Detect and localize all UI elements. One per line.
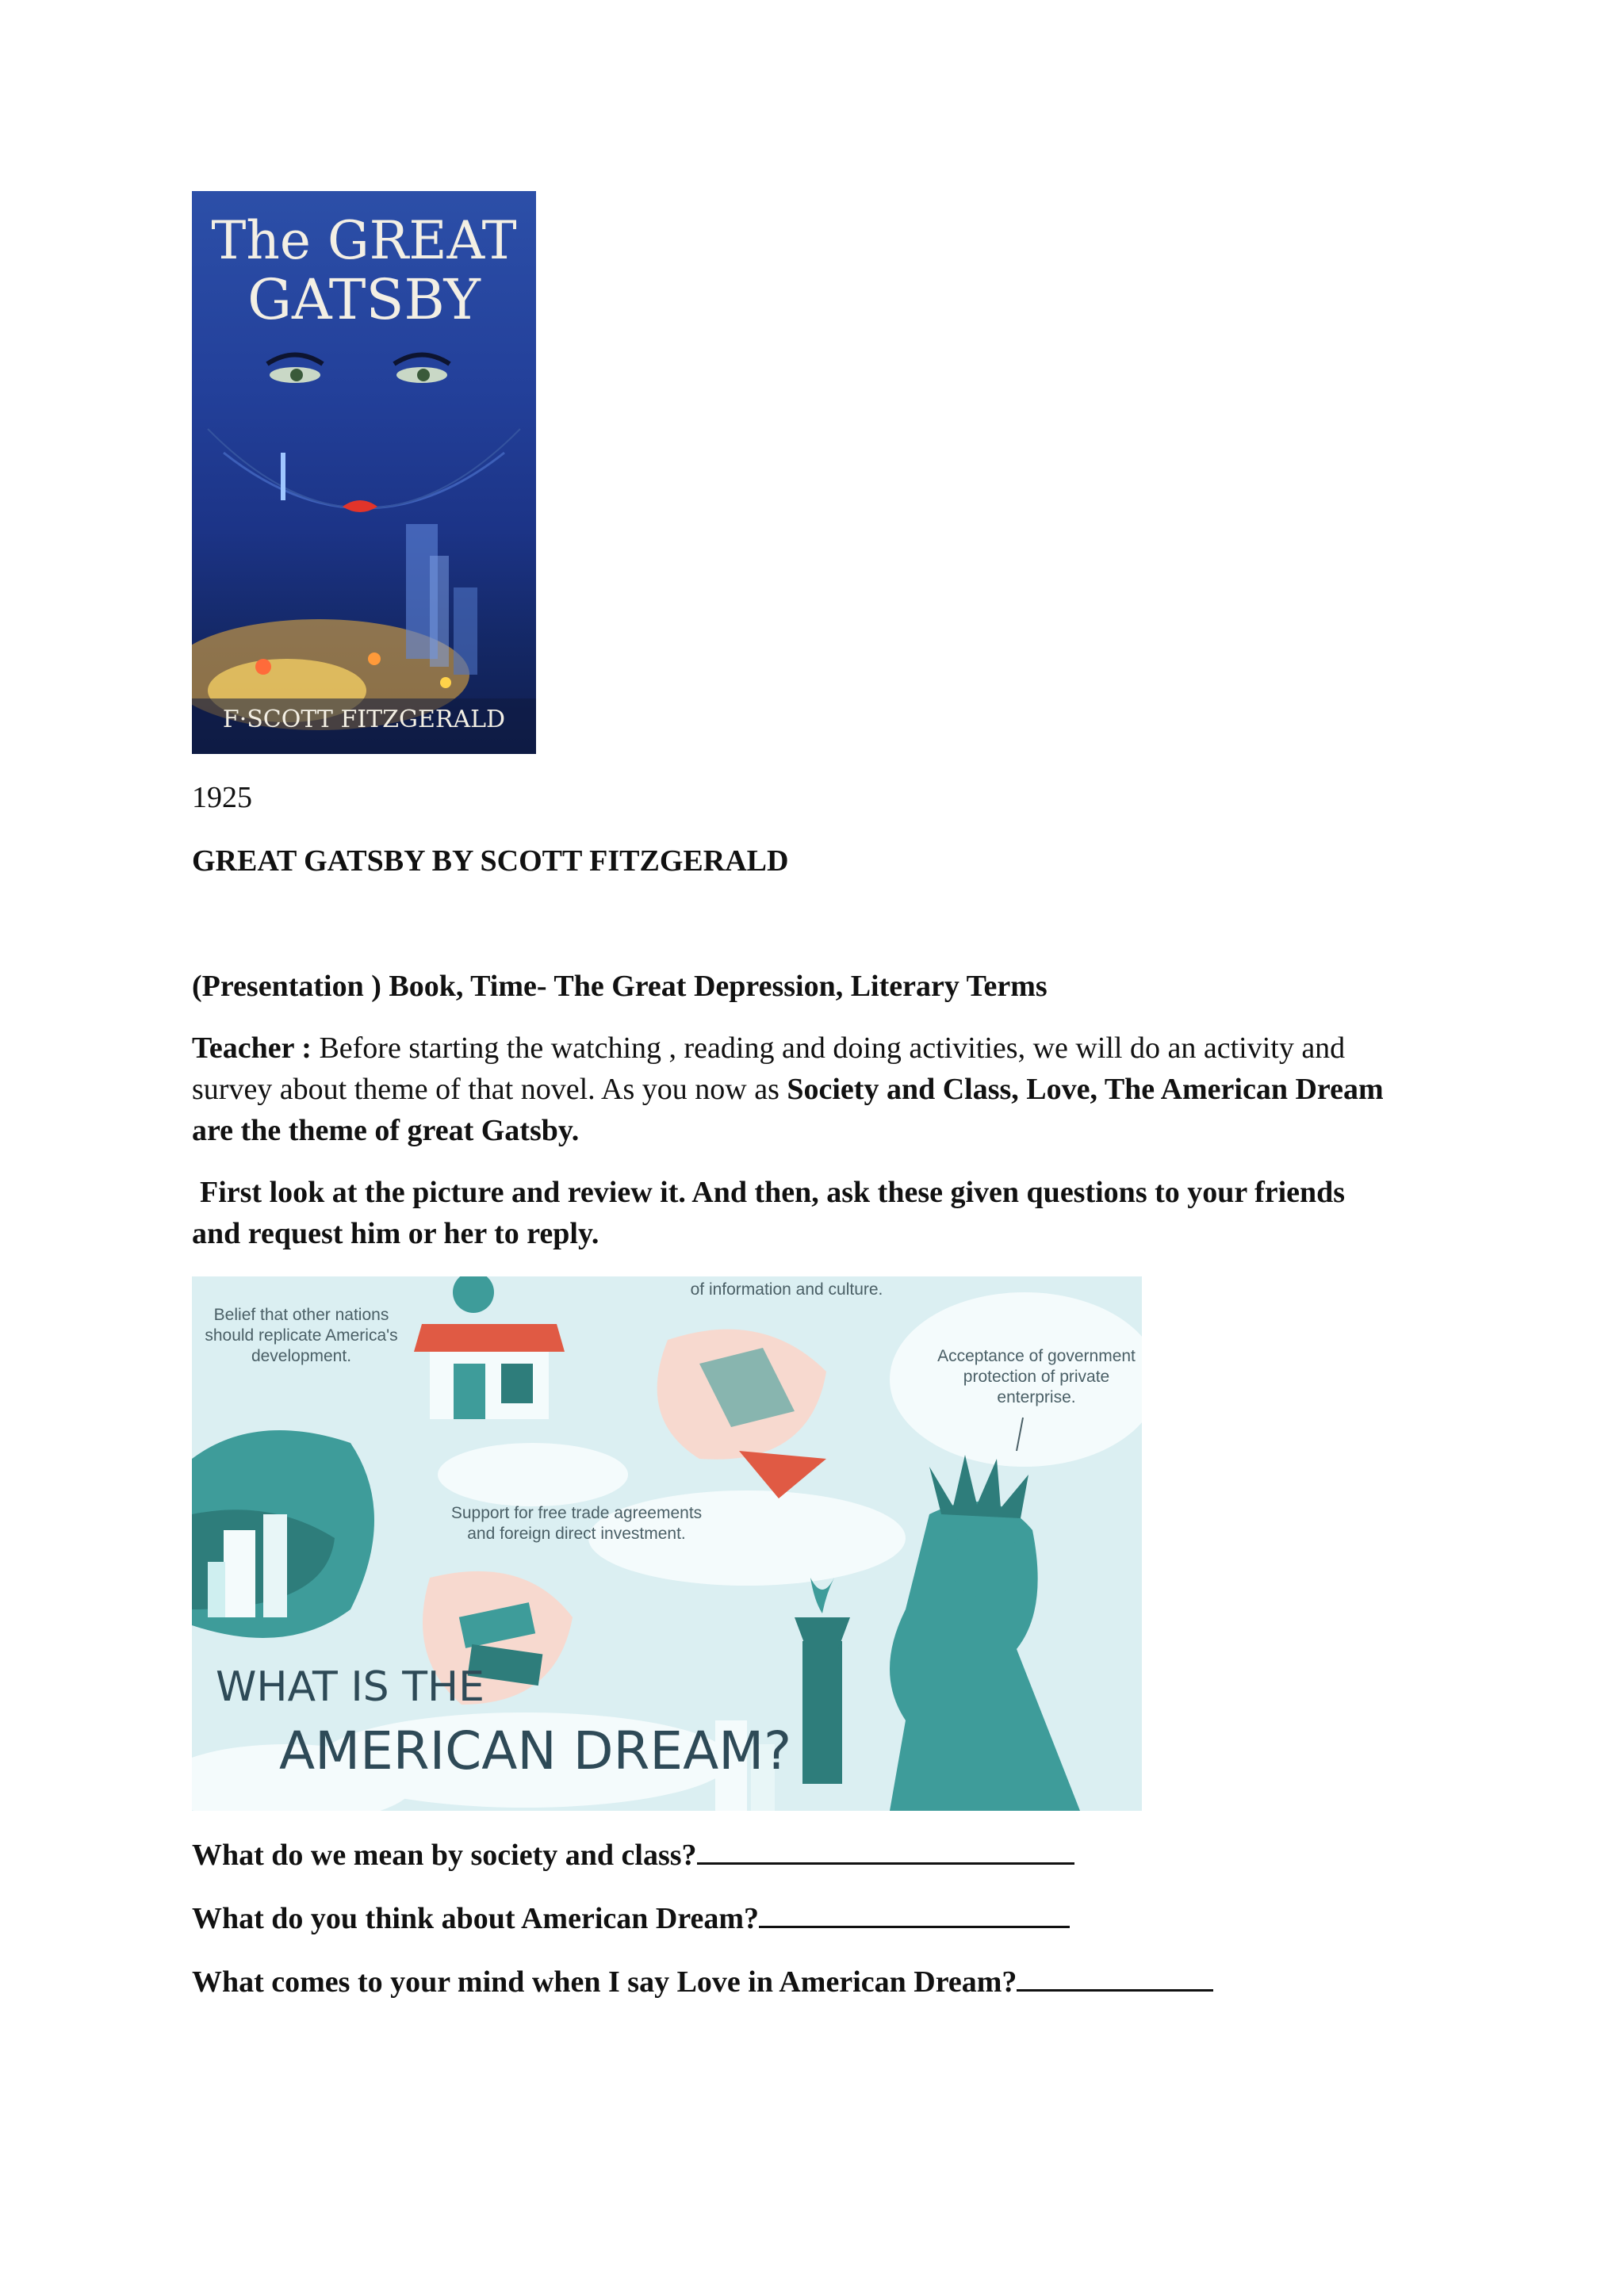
american-dream-illustration [192,1276,1142,1811]
teacher-paragraph [192,1027,1397,1151]
page-heading: GREAT GATSBY BY SCOTT FITZGERALD [192,844,789,878]
cover-author: F·SCOTT FITZGERALD [222,706,506,733]
presentation-line: (Presentation ) Book, Time- The Great Depression, Literary Terms [192,970,1048,1003]
book-cover-image [192,191,536,754]
headline-line2: AMERICAN DREAM? [279,1720,792,1781]
question-2-text: What do you think about American Dream? [192,1902,760,1935]
caption-acceptance: Acceptance of government protection of private enterprise. [937,1347,1136,1406]
question-2 [192,1898,1070,1939]
question-1-text: What do we mean by society and class? [192,1839,697,1872]
caption-support: Support for free trade agreements and foreign direct investment. [450,1504,703,1543]
caption-belief: Belief that other nations should replicate America's development. [205,1306,398,1365]
publication-year: 1925 [192,781,252,814]
teacher-text: Before starting the watching , reading and doing activities, we will do an activity and survey about theme of that novel. As you now as [192,1031,1346,1106]
cover-title-line2: GATSBY [247,267,481,332]
cover-title-line1: The GREAT [211,210,517,271]
answer-blank-2[interactable] [759,1902,1070,1928]
cover-title [192,210,536,332]
instruction-paragraph: First look at the picture and review it. And then, ask these given questions to your friends and request him or her to reply. [192,1176,1346,1250]
question-3-text: What comes to your mind when I say Love in American Dream? [192,1965,1017,1999]
teacher-themes: Society and Class, Love, The American Dream are the theme of great Gatsby. [192,1073,1384,1147]
question-3 [192,1961,1213,2003]
question-1 [192,1835,1074,1876]
answer-blank-1[interactable] [697,1839,1074,1865]
headline-line1: WHAT IS THE [216,1663,485,1711]
caption-information-culture: of information and culture. [690,1280,883,1299]
answer-blank-3[interactable] [1017,1965,1213,1992]
teacher-label: Teacher : [192,1031,312,1065]
